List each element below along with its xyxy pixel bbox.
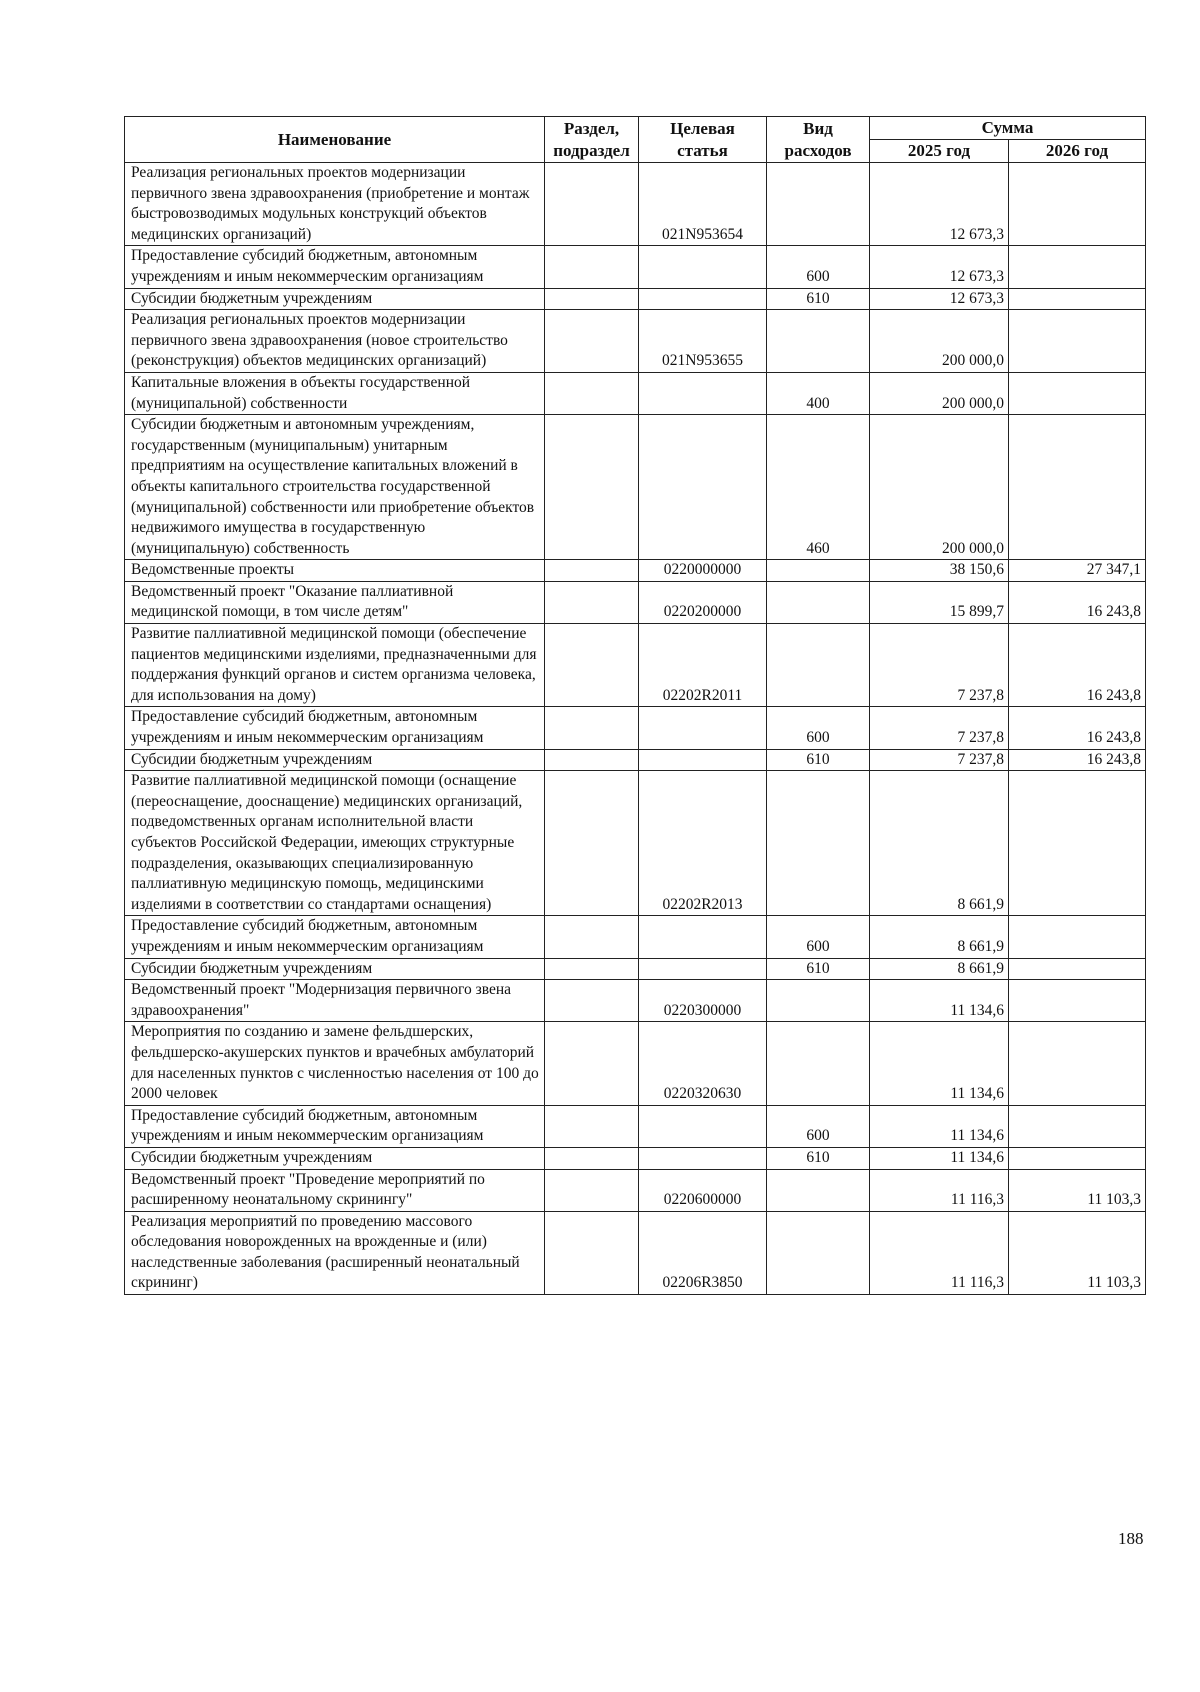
row-sum-2026 xyxy=(1009,1022,1146,1105)
table-row xyxy=(125,415,1146,560)
row-section xyxy=(545,288,639,310)
row-sum-2025: 12 673,3 xyxy=(870,246,1009,288)
row-kind xyxy=(767,771,870,916)
row-section xyxy=(545,246,639,288)
table-row xyxy=(125,163,1146,246)
row-target xyxy=(639,1105,767,1147)
header-2025: 2025 год xyxy=(870,140,1009,163)
row-name: Развитие паллиативной медицинской помощи (оснащение (переоснащение, дооснащение) медицинских организаций, подведомственных органам исполнительной власти субъектов Российской Федерации, имеющих структурные подразделения, оказывающих специализированную паллиативную медицинскую помощь, медицинскими изделиями в соответствии со стандартами оснащения) xyxy=(125,771,545,916)
row-sum-2026: 11 103,3 xyxy=(1009,1169,1146,1211)
table-row xyxy=(125,749,1146,771)
row-section xyxy=(545,707,639,749)
table-row xyxy=(125,310,1146,373)
row-name: Предоставление субсидий бюджетным, автономным учреждениям и иным некоммерческим организациям xyxy=(125,246,545,288)
row-name: Реализация региональных проектов модернизации первичного звена здравоохранения (новое строительство (реконструкция) объектов медицинских организаций) xyxy=(125,310,545,373)
row-target: 021N953654 xyxy=(639,163,767,246)
row-kind: 400 xyxy=(767,372,870,414)
table-row xyxy=(125,1211,1146,1294)
row-target: 0220320630 xyxy=(639,1022,767,1105)
table-row xyxy=(125,771,1146,916)
row-target xyxy=(639,372,767,414)
row-target xyxy=(639,288,767,310)
row-section xyxy=(545,771,639,916)
row-section xyxy=(545,163,639,246)
row-sum-2025: 12 673,3 xyxy=(870,163,1009,246)
row-section xyxy=(545,1022,639,1105)
row-sum-2025: 200 000,0 xyxy=(870,415,1009,560)
row-kind xyxy=(767,581,870,623)
row-sum-2026 xyxy=(1009,980,1146,1022)
row-kind xyxy=(767,1022,870,1105)
row-kind xyxy=(767,1211,870,1294)
table-body xyxy=(125,163,1146,1295)
row-sum-2026 xyxy=(1009,958,1146,980)
row-target xyxy=(639,415,767,560)
row-name: Предоставление субсидий бюджетным, автономным учреждениям и иным некоммерческим организациям xyxy=(125,1105,545,1147)
header-target: Целевая статья xyxy=(639,117,767,163)
table-row xyxy=(125,1147,1146,1169)
row-sum-2025: 11 116,3 xyxy=(870,1211,1009,1294)
row-sum-2026 xyxy=(1009,163,1146,246)
row-sum-2025: 7 237,8 xyxy=(870,707,1009,749)
row-name: Предоставление субсидий бюджетным, автономным учреждениям и иным некоммерческим организациям xyxy=(125,707,545,749)
row-sum-2026 xyxy=(1009,415,1146,560)
row-target: 02202R2011 xyxy=(639,624,767,707)
row-sum-2026: 27 347,1 xyxy=(1009,560,1146,582)
row-target xyxy=(639,246,767,288)
table-row xyxy=(125,958,1146,980)
row-sum-2026: 11 103,3 xyxy=(1009,1211,1146,1294)
row-section xyxy=(545,624,639,707)
row-section xyxy=(545,958,639,980)
table-row xyxy=(125,1022,1146,1105)
row-sum-2025: 15 899,7 xyxy=(870,581,1009,623)
table-row xyxy=(125,246,1146,288)
row-target xyxy=(639,916,767,958)
table-row xyxy=(125,916,1146,958)
header-row xyxy=(125,117,1146,140)
header-sum: Сумма xyxy=(870,117,1146,140)
row-target xyxy=(639,749,767,771)
row-target: 0220000000 xyxy=(639,560,767,582)
row-section xyxy=(545,372,639,414)
row-kind xyxy=(767,1169,870,1211)
row-kind: 610 xyxy=(767,1147,870,1169)
row-name: Реализация мероприятий по проведению массового обследования новорожденных на врожденные и (или) наследственные заболевания (расширенный неонатальный скрининг) xyxy=(125,1211,545,1294)
row-target xyxy=(639,707,767,749)
header-name: Наименование xyxy=(125,117,545,163)
header-kind: Вид расходов xyxy=(767,117,870,163)
row-sum-2025: 11 134,6 xyxy=(870,980,1009,1022)
row-sum-2025: 8 661,9 xyxy=(870,771,1009,916)
table-row xyxy=(125,1169,1146,1211)
row-target: 0220300000 xyxy=(639,980,767,1022)
row-section xyxy=(545,1211,639,1294)
page-number: 188 xyxy=(1118,1529,1144,1548)
row-name: Ведомственные проекты xyxy=(125,560,545,582)
row-name: Субсидии бюджетным и автономным учреждениям, государственным (муниципальным) унитарным предприятиям на осуществление капитальных вложений в объекты капитального строительства государственной (муниципальной) собственности или приобретение объектов недвижимого имущества в государственную (муниципальную) собственность xyxy=(125,415,545,560)
row-sum-2025: 11 134,6 xyxy=(870,1147,1009,1169)
row-sum-2025: 200 000,0 xyxy=(870,310,1009,373)
row-name: Мероприятия по созданию и замене фельдшерских, фельдшерско-акушерских пунктов и врачебных амбулаторий для населенных пунктов с численностью населения от 100 до 2000 человек xyxy=(125,1022,545,1105)
row-kind: 600 xyxy=(767,1105,870,1147)
row-name: Субсидии бюджетным учреждениям xyxy=(125,288,545,310)
row-sum-2026 xyxy=(1009,288,1146,310)
header-2026: 2026 год xyxy=(1009,140,1146,163)
row-section xyxy=(545,1105,639,1147)
row-name: Ведомственный проект "Проведение мероприятий по расширенному неонатальному скринингу" xyxy=(125,1169,545,1211)
row-section xyxy=(545,560,639,582)
row-target: 0220600000 xyxy=(639,1169,767,1211)
table-row xyxy=(125,288,1146,310)
row-sum-2026 xyxy=(1009,372,1146,414)
row-name: Ведомственный проект "Модернизация первичного звена здравоохранения" xyxy=(125,980,545,1022)
row-section xyxy=(545,1169,639,1211)
row-sum-2026 xyxy=(1009,916,1146,958)
row-kind: 600 xyxy=(767,707,870,749)
row-name: Реализация региональных проектов модернизации первичного звена здравоохранения (приобретение и монтаж быстровозводимых модульных конструкций объектов медицинских организаций) xyxy=(125,163,545,246)
row-section xyxy=(545,310,639,373)
row-sum-2025: 7 237,8 xyxy=(870,624,1009,707)
table-row xyxy=(125,980,1146,1022)
row-kind: 460 xyxy=(767,415,870,560)
row-target xyxy=(639,958,767,980)
table-row xyxy=(125,1105,1146,1147)
row-sum-2026 xyxy=(1009,1105,1146,1147)
row-kind xyxy=(767,163,870,246)
row-sum-2026 xyxy=(1009,771,1146,916)
row-section xyxy=(545,749,639,771)
row-section xyxy=(545,980,639,1022)
row-sum-2025: 11 134,6 xyxy=(870,1105,1009,1147)
row-sum-2026 xyxy=(1009,1147,1146,1169)
table-row xyxy=(125,581,1146,623)
row-sum-2026: 16 243,8 xyxy=(1009,624,1146,707)
table-row xyxy=(125,372,1146,414)
row-target: 0220200000 xyxy=(639,581,767,623)
row-section xyxy=(545,1147,639,1169)
row-name: Субсидии бюджетным учреждениям xyxy=(125,749,545,771)
row-sum-2026: 16 243,8 xyxy=(1009,581,1146,623)
row-name: Субсидии бюджетным учреждениям xyxy=(125,1147,545,1169)
header-section: Раздел, подраздел xyxy=(545,117,639,163)
table-row xyxy=(125,560,1146,582)
row-sum-2025: 7 237,8 xyxy=(870,749,1009,771)
row-section xyxy=(545,415,639,560)
row-sum-2025: 12 673,3 xyxy=(870,288,1009,310)
row-kind: 600 xyxy=(767,246,870,288)
table-row xyxy=(125,707,1146,749)
row-kind: 610 xyxy=(767,749,870,771)
row-target: 02206R3850 xyxy=(639,1211,767,1294)
row-name: Предоставление субсидий бюджетным, автономным учреждениям и иным некоммерческим организациям xyxy=(125,916,545,958)
row-sum-2026: 16 243,8 xyxy=(1009,707,1146,749)
row-sum-2025: 8 661,9 xyxy=(870,916,1009,958)
row-kind: 600 xyxy=(767,916,870,958)
row-sum-2025: 8 661,9 xyxy=(870,958,1009,980)
row-name: Развитие паллиативной медицинской помощи (обеспечение пациентов медицинскими изделиями, предназначенными для поддержания функций органов и систем организма человека, для использования на дому) xyxy=(125,624,545,707)
row-name: Ведомственный проект "Оказание паллиативной медицинской помощи, в том числе детям" xyxy=(125,581,545,623)
row-sum-2025: 200 000,0 xyxy=(870,372,1009,414)
table-row xyxy=(125,624,1146,707)
row-sum-2026 xyxy=(1009,310,1146,373)
row-target: 02202R2013 xyxy=(639,771,767,916)
row-kind xyxy=(767,980,870,1022)
row-sum-2025: 38 150,6 xyxy=(870,560,1009,582)
row-sum-2025: 11 134,6 xyxy=(870,1022,1009,1105)
row-kind: 610 xyxy=(767,288,870,310)
row-kind xyxy=(767,624,870,707)
row-sum-2026: 16 243,8 xyxy=(1009,749,1146,771)
row-kind xyxy=(767,560,870,582)
row-kind: 610 xyxy=(767,958,870,980)
row-target: 021N953655 xyxy=(639,310,767,373)
budget-table xyxy=(124,116,1146,1295)
row-section xyxy=(545,581,639,623)
row-kind xyxy=(767,310,870,373)
row-name: Субсидии бюджетным учреждениям xyxy=(125,958,545,980)
row-sum-2026 xyxy=(1009,246,1146,288)
row-sum-2025: 11 116,3 xyxy=(870,1169,1009,1211)
row-target xyxy=(639,1147,767,1169)
row-name: Капитальные вложения в объекты государственной (муниципальной) собственности xyxy=(125,372,545,414)
row-section xyxy=(545,916,639,958)
